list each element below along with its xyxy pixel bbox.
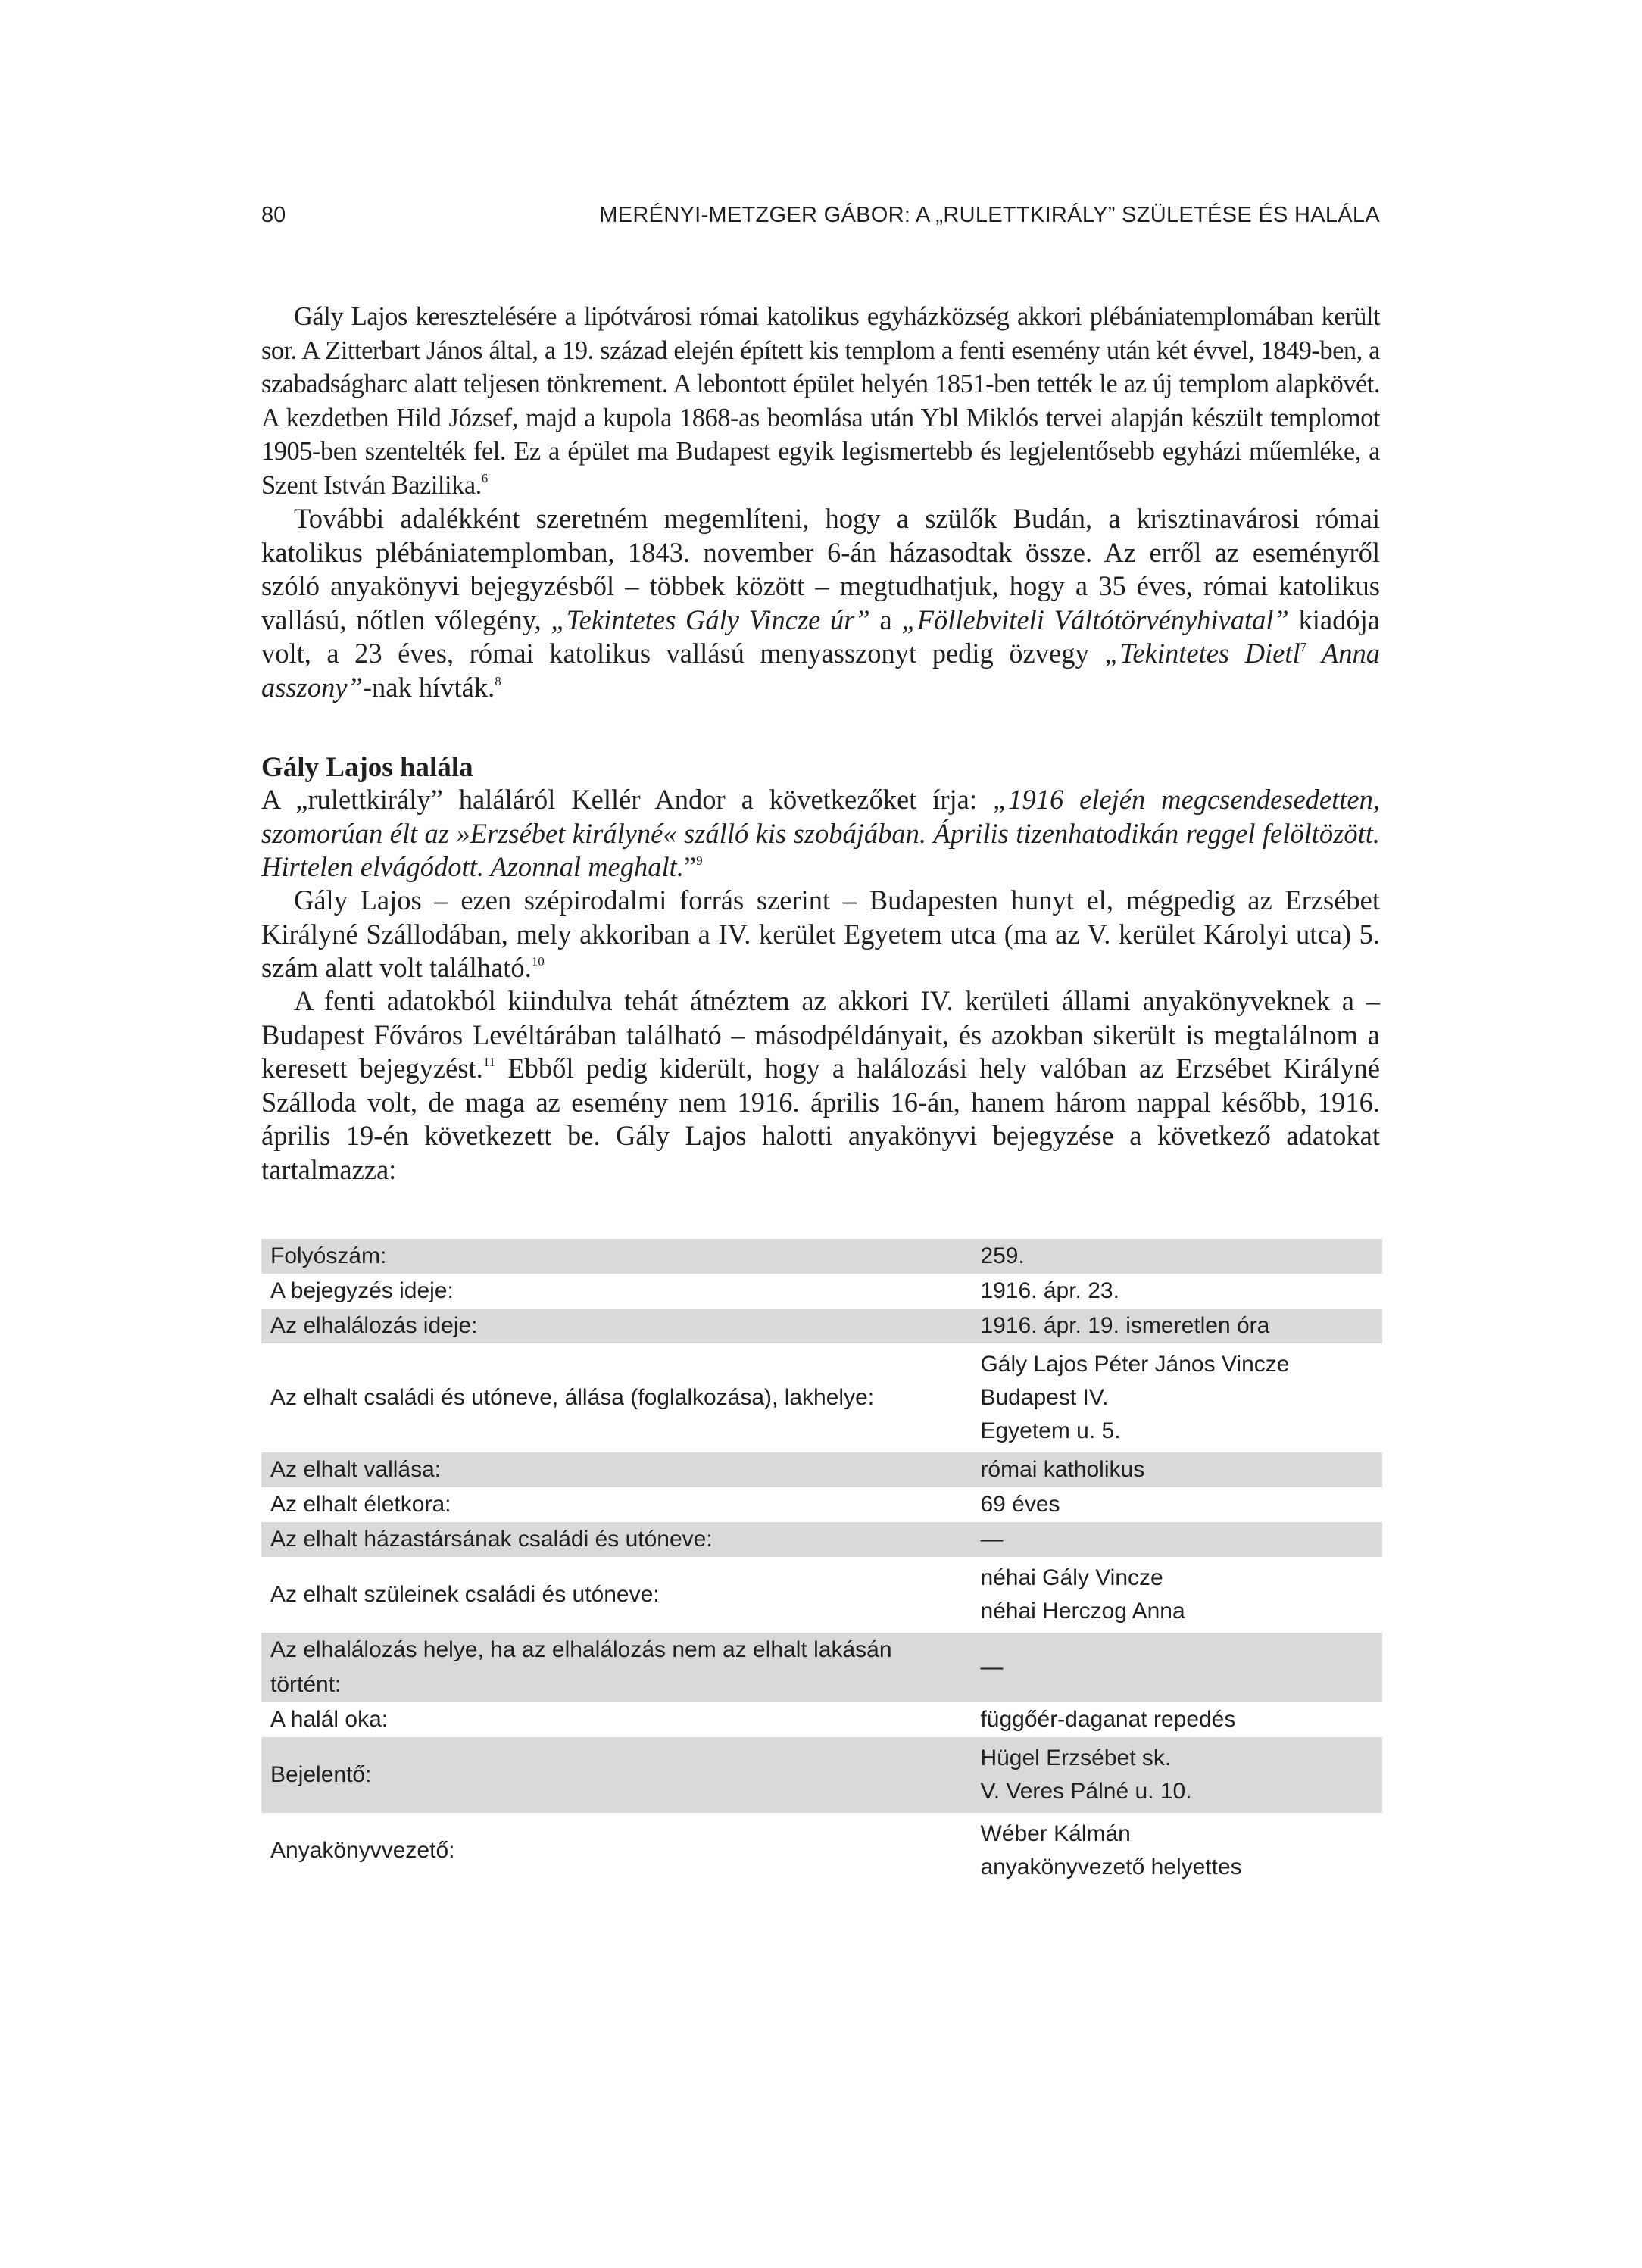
table-row — [261, 1239, 1382, 1274]
quotation: „1916 elején megcsendesedetten, szomorúan élt az »Erzsébet királyné« szálló kis szobájában. Április tizenhatodikán reggel felöltözött. Hirtelen elvágódott. Azonnal meghalt. — [261, 784, 1380, 882]
footnote-marker: 10 — [531, 954, 545, 969]
row-value-line: — — [980, 1527, 1004, 1552]
row-value — [971, 1633, 1382, 1702]
row-value-line: — — [980, 1655, 1004, 1680]
paragraph-text: Gály Lajos keresztelésére a lipótvárosi római katolikus egyházközség akkori plébániatemplomában került sor. A Zitterbart János által, a 19. század elején épített kis templom a fenti esemény után két évvel, 1849-ben, a szabadságharc alatt teljesen tönkrement. A lebontott épület helyén 1851-ben tették le az új templom alapkövét. A kezdetben Hild József, majd a kupola 1868-as beomlása után Ybl Miklós tervei alapján készült templomot 1905-ben szentelték fel. Ez a épület ma Budapest egyik legismertebb és legjelentősebb egyházi műemléke, a Szent István Bazilika. — [261, 302, 1380, 500]
page-number: 80 — [261, 203, 286, 227]
row-value — [971, 1274, 1382, 1309]
row-value — [971, 1737, 1382, 1813]
quoted-title: „Tekintetes Dietl — [1104, 638, 1300, 669]
row-value — [971, 1239, 1382, 1274]
paragraph-text: a — [869, 604, 902, 635]
table-row — [261, 1452, 1382, 1487]
row-value-line: néhai Herczog Anna — [980, 1599, 1185, 1624]
paragraph-archive-research — [261, 984, 1380, 1187]
row-value-line: V. Veres Pálné u. 10. — [980, 1779, 1192, 1804]
row-value-line: Egyetem u. 5. — [980, 1418, 1121, 1443]
table-row — [261, 1522, 1382, 1557]
row-value-line: 259. — [980, 1243, 1025, 1268]
paragraph-text: -nak hívták. — [362, 671, 495, 703]
quoted-title: Anna asszony” — [261, 638, 1380, 703]
row-value-line: 69 éves — [980, 1492, 1060, 1517]
footnote-marker: 11 — [482, 1055, 496, 1069]
footnote-marker: 6 — [481, 470, 488, 485]
table-row — [261, 1309, 1382, 1343]
paragraph-keller-quote — [261, 783, 1380, 884]
row-value — [971, 1557, 1382, 1633]
footnote-marker: 7 — [1300, 640, 1307, 654]
row-value-line: római katholikus — [980, 1457, 1145, 1482]
footnote-marker: 9 — [696, 853, 703, 868]
row-value-line: függőér-daganat repedés — [980, 1707, 1236, 1732]
row-label: Az elhalt családi és utóneve, állása (foglalkozása), lakhelye: — [270, 1385, 875, 1410]
row-value-line: néhai Gály Vincze — [980, 1565, 1163, 1590]
table-row — [261, 1274, 1382, 1309]
running-title: MERÉNYI-METZGER GÁBOR: A „RULETTKIRÁLY” SZÜLETÉSE ÉS HALÁLA — [599, 203, 1380, 227]
row-label: Az elhalt házastársának családi és utóneve: — [261, 1522, 971, 1557]
quoted-title: „Föllebviteli Váltótörvényhivatal” — [901, 604, 1289, 635]
paragraph-text: Ebből pedig kiderült, hogy a halálozási hely valóban az Erzsébet Királyné Szálloda volt, de maga az esemény nem 1916. április 16-án, hanem három nappal később, 1916. április 19-én következett be. Gály Lajos halotti anyakönyvi bejegyzése a következő adatokat tartalmazza: — [261, 1053, 1381, 1185]
row-label: Az elhalálozás helye, ha az elhalálozás nem az elhalt lakásán történt: — [261, 1633, 971, 1702]
table-row — [261, 1737, 1382, 1813]
paragraph-text: Gály Lajos – ezen szépirodalmi forrás szerint – Budapesten hunyt el, mégpedig az Erzsébet Királyné Szállodában, mely akkoriban a IV. kerület Egyetem utca (ma az V. kerület Károlyi utca) 5. szám alatt volt található. — [261, 884, 1380, 983]
section-heading: Gály Lajos halála — [261, 752, 473, 783]
death-record-table — [261, 1239, 1382, 1889]
row-value — [971, 1343, 1382, 1452]
row-label: Bejelentő: — [261, 1737, 971, 1813]
row-label: Az elhalt életkora: — [270, 1492, 451, 1517]
table-row — [261, 1487, 1382, 1522]
paragraph-text: A „rulettkirály” haláláról Kellér Andor a következőket írja: — [261, 784, 993, 815]
row-label: Az elhalt szüleinek családi és utóneve: — [270, 1582, 660, 1607]
table-row — [261, 1813, 1382, 1889]
paragraph-parents-marriage — [261, 502, 1380, 704]
paragraph-death-place — [261, 884, 1380, 985]
row-value-line: Budapest IV. — [980, 1385, 1109, 1410]
table-row — [261, 1702, 1382, 1737]
row-label: Az elhalálozás ideje: — [261, 1309, 971, 1343]
paragraph-text: A fenti adatokból kiindulva tehát átnéztem az akkori IV. kerületi állami anyakönyveknek a – Budapest Főváros Levéltárában található – másodpéldányait, és azokban sikerült is megtalálnom a keresett bejegyzést. — [261, 985, 1380, 1084]
row-value — [971, 1309, 1382, 1343]
row-label: Folyószám: — [261, 1239, 971, 1274]
row-label: Az elhalt vallása: — [261, 1452, 971, 1487]
footnote-marker: 8 — [495, 673, 501, 688]
row-value-line: Gály Lajos Péter János Vincze — [980, 1352, 1290, 1377]
row-label: A bejegyzés ideje: — [270, 1278, 454, 1303]
row-value-line: 1916. ápr. 23. — [980, 1278, 1119, 1303]
table-row — [261, 1557, 1382, 1633]
row-value-line: anyakönyvezető helyettes — [980, 1855, 1242, 1880]
page-header — [261, 203, 1380, 233]
paragraph-text: ” — [683, 851, 697, 882]
row-value — [971, 1702, 1382, 1737]
row-value — [971, 1452, 1382, 1487]
row-value-line: Hügel Erzsébet sk. — [980, 1745, 1172, 1770]
paragraph-text: kiadója volt, a 23 éves, római katolikus vallású menyasszonyt pedig özvegy — [261, 604, 1380, 669]
row-value — [971, 1487, 1382, 1522]
table-row — [261, 1633, 1382, 1702]
paragraph-text: További adalékként szeretném megemlíteni, hogy a szülők Budán, a krisztinavárosi római katolikus plébániatemplomban, 1843. november 6-án házasodtak össze. Az erről az eseményről szóló anyakönyvi bejegyzésből – többek között – megtudhatjuk, hogy a 35 éves, római katolikus vallású, nőtlen vőlegény, — [261, 503, 1380, 635]
row-value — [971, 1813, 1382, 1889]
row-label: A halál oka: — [270, 1707, 389, 1732]
quoted-title: „Tekintetes Gály Vincze úr” — [551, 604, 870, 635]
row-value-line: Wéber Kálmán — [980, 1821, 1131, 1846]
paragraph-baptism — [261, 300, 1380, 502]
row-value — [971, 1522, 1382, 1557]
row-label: Anyakönyvvezető: — [270, 1838, 455, 1863]
row-value-line: 1916. ápr. 19. ismeretlen óra — [980, 1313, 1270, 1338]
table-row — [261, 1343, 1382, 1452]
